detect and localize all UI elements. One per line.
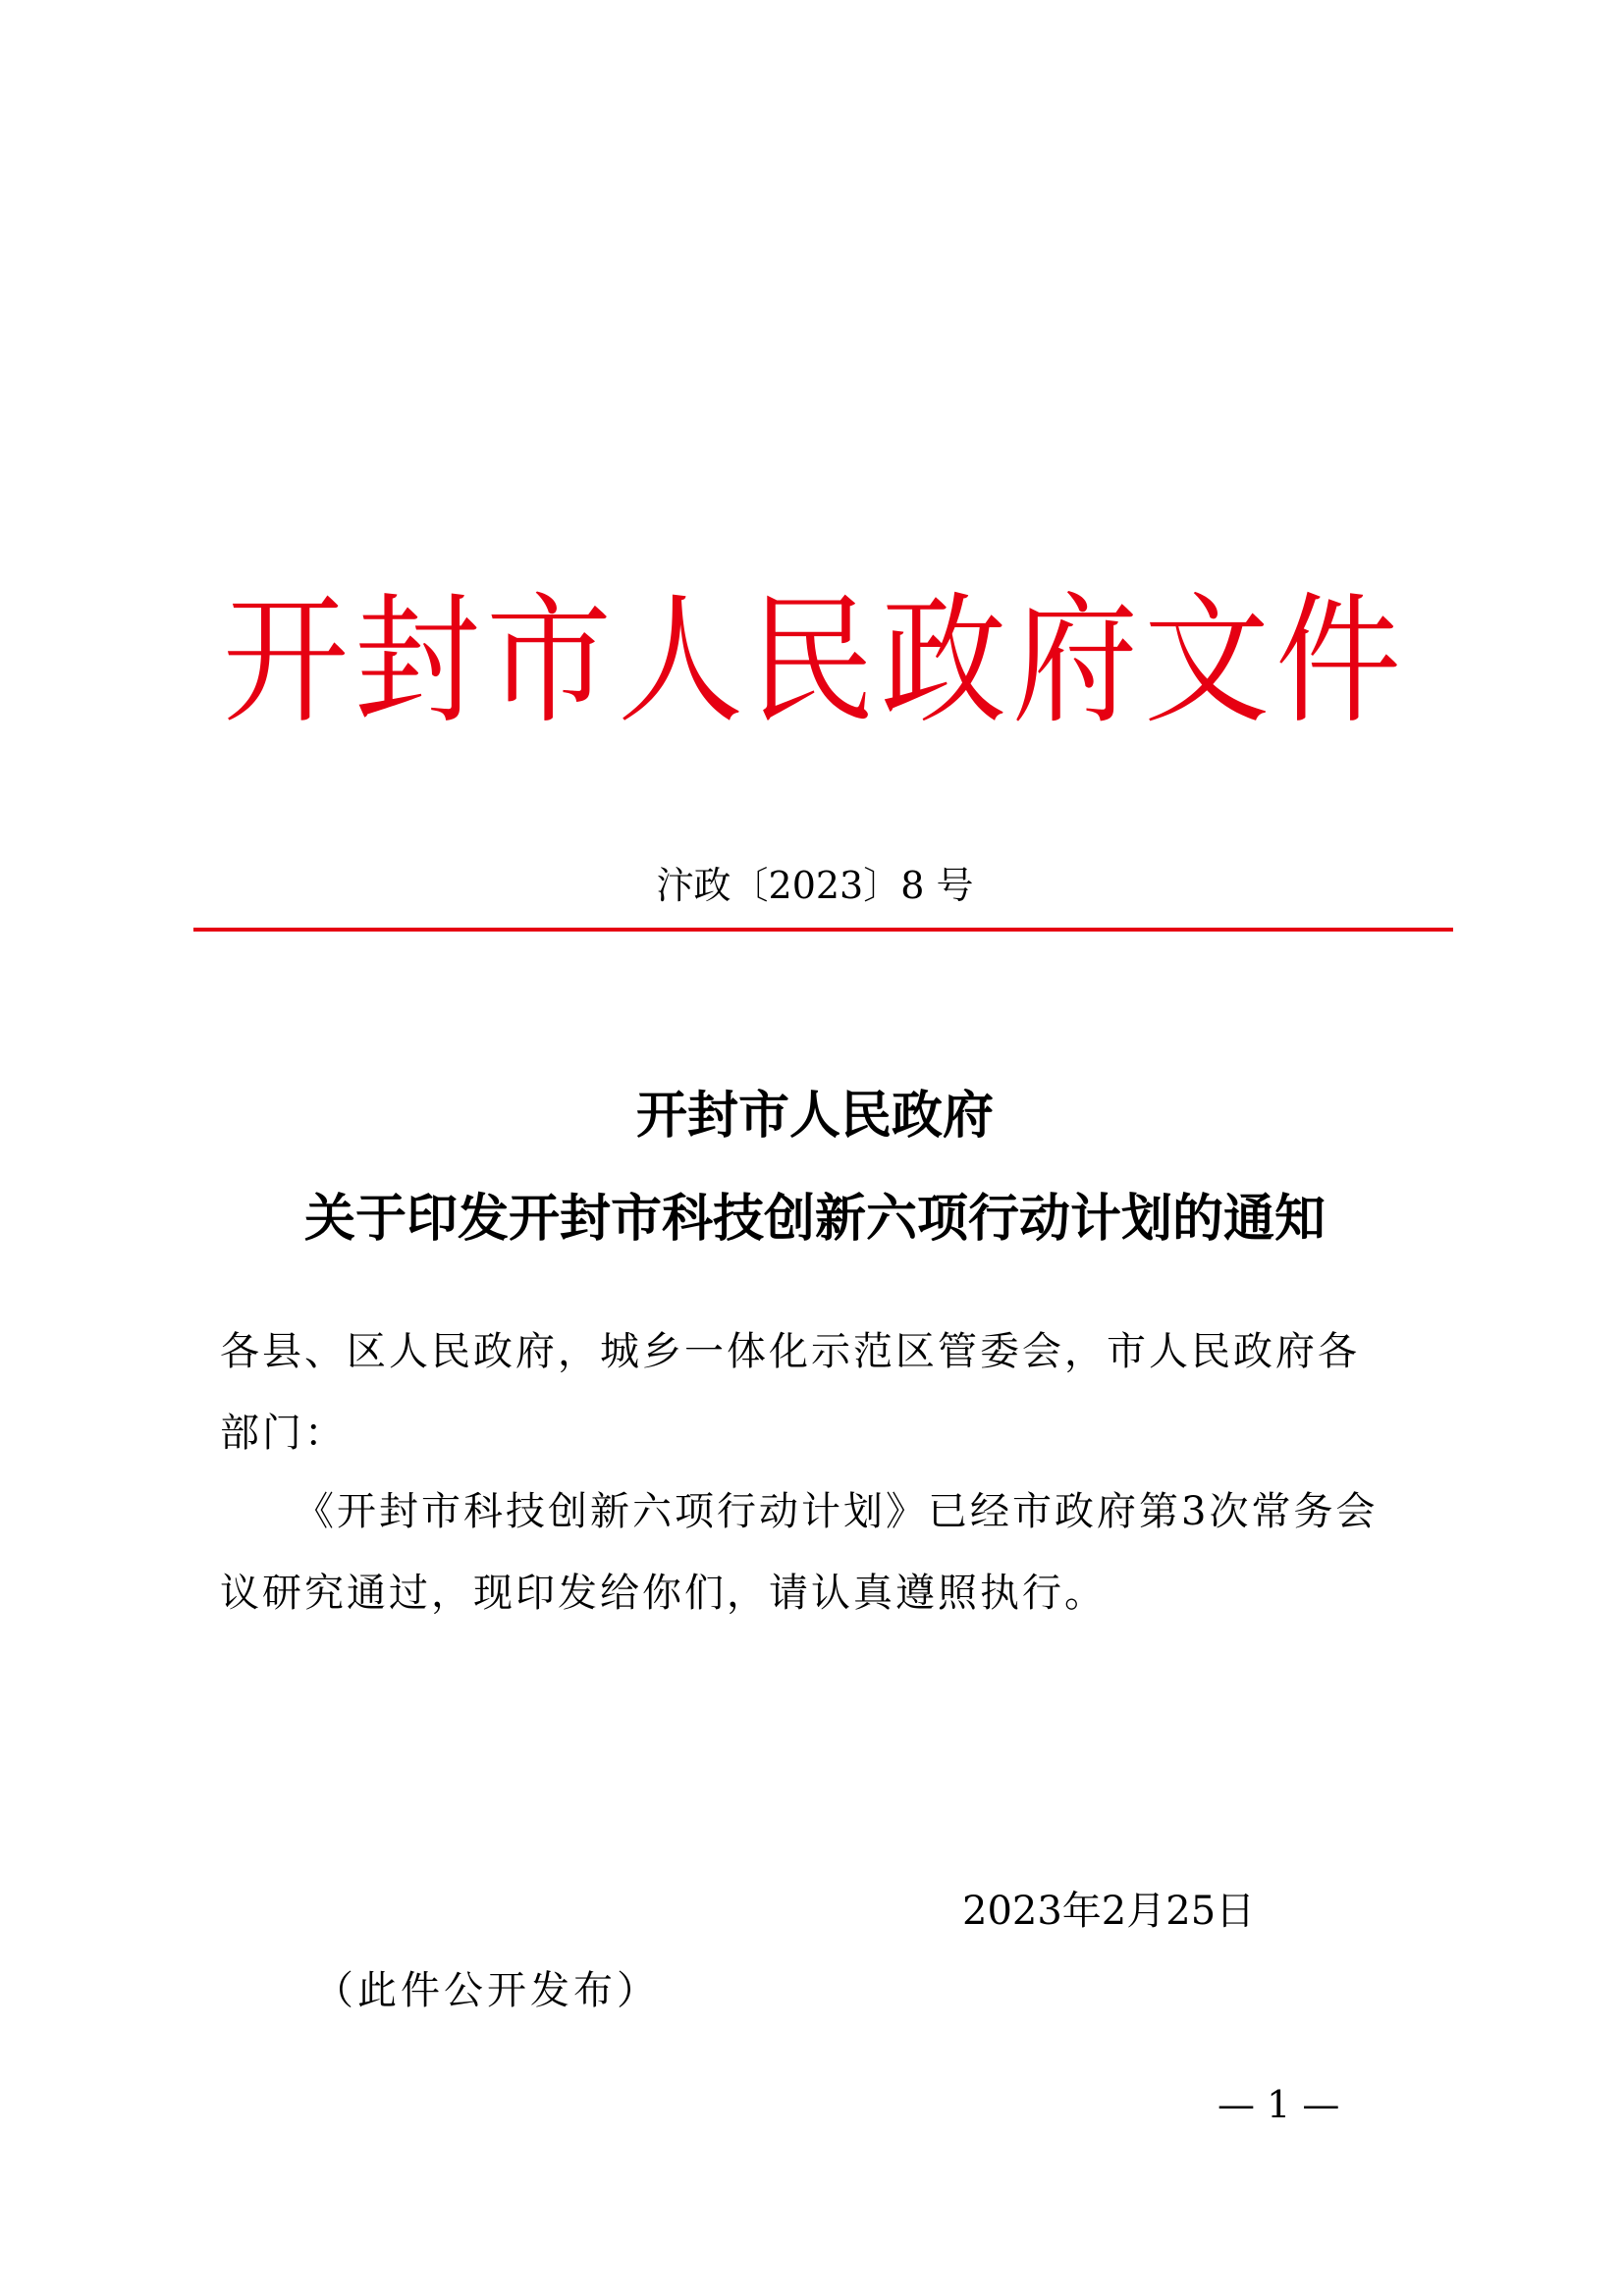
body-paragraph-line2: 议研究通过，现印发给你们，请认真遵照执行。	[220, 1571, 1107, 1616]
notice-title-line1: 开封市人民政府	[635, 1087, 994, 1146]
masthead-title: 开封市人民政府文件	[222, 579, 1407, 744]
notice-title-line2: 关于印发开封市科技创新六项行动计划的通知	[303, 1190, 1326, 1249]
document-number: 汴政〔2023〕8 号	[656, 864, 974, 907]
publish-note: （此件公开发布）	[314, 1968, 660, 2013]
issue-date: 2023年2月25日	[962, 1889, 1256, 1934]
salutation-line2: 部门：	[220, 1411, 347, 1456]
body-paragraph-line1: 《开封市科技创新六项行动计划》已经市政府第3次常务会	[295, 1489, 1379, 1534]
salutation-line1: 各县、区人民政府，城乡一体化示范区管委会，市人民政府各	[220, 1329, 1360, 1374]
page-number: — 1 —	[1218, 2083, 1340, 2126]
red-divider-line	[193, 928, 1453, 932]
